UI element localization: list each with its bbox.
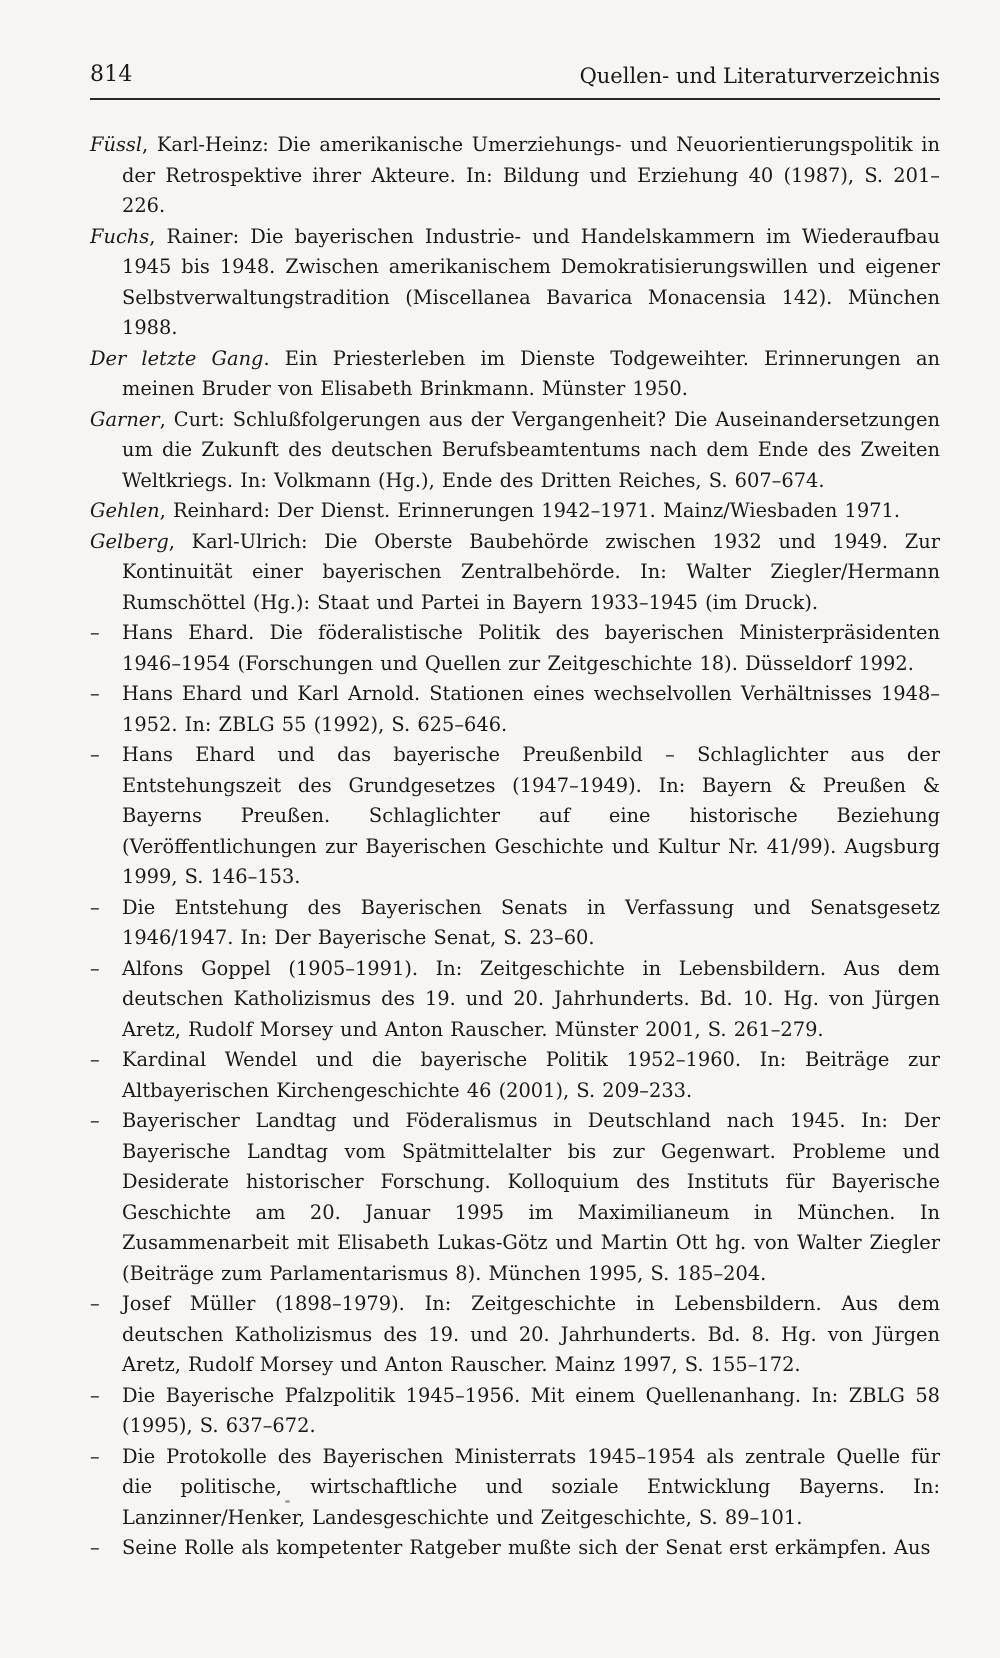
page-header [90,58,940,100]
dash-marker: – [90,1292,100,1315]
bibliography-list [90,130,940,1564]
entry-author: Füssl [90,133,143,156]
paper-speck [285,1500,290,1503]
entry-text: , Curt: Schlußfolgerungen aus der Vergangenheit? Die Auseinandersetzungen um die Zukunft des deutschen Berufsbeamtentums nach dem Ende des Zweiten Weltkriegs. In: Volkmann (Hg.), Ende des Dritten Reiches, S. 607–674. [122,407,940,492]
entry-text: Seine Rolle als kompetenter Ratgeber mußte sich der Senat erst erkämpfen. Aus [122,1536,931,1559]
entry-author: Fuchs [90,224,150,248]
entry-text: Kardinal Wendel und die bayerische Politik 1952–1960. In: Beiträge zur Altbayerischen Kirchengeschichte 46 (2001), S. 209–233. [122,1048,940,1102]
dash-marker: – [90,1109,100,1132]
bibliography-continuation [90,1533,940,1564]
entry-text: Hans Ehard und das bayerische Preußenbild – Schlaglichter aus der Entstehungszeit des Grundgesetzes (1947–1949). In: Bayern & Preußen & Bayerns Preußen. Schlaglichter auf eine historische Beziehung (Veröffentlichungen zur Bayerischen Geschichte und Kultur Nr. 41/99). Augsburg 1999, S. 146–153. [122,743,940,888]
dash-marker: – [90,1536,100,1559]
page-number: 814 [90,62,133,87]
entry-text: Alfons Goppel (1905–1991). In: Zeitgeschichte in Lebensbildern. Aus dem deutschen Katholizismus des 19. und 20. Jahrhunderts. Bd. 10. Hg. von Jürgen Aretz, Rudolf Morsey und Anton Rauscher. Münster 2001, S. 261–279. [122,956,940,1041]
bibliography-continuation [90,1106,940,1289]
bibliography-continuation [90,618,940,679]
dash-marker: – [90,1444,100,1468]
entry-text: Hans Ehard und Karl Arnold. Stationen eines wechselvollen Verhältnisses 1948–1952. In: ZBLG 55 (1992), S. 625–646. [122,682,940,736]
bibliography-continuation [90,679,940,740]
bibliography-continuation [90,1381,940,1442]
bibliography-entry [90,344,940,405]
bibliography-continuation [90,1442,940,1534]
entry-text: Die Entstehung des Bayerischen Senats in Verfassung und Senatsgesetz 1946/1947. In: Der Bayerische Senat, S. 23–60. [122,895,940,949]
dash-marker: – [90,956,100,980]
entry-text: . Ein Priesterleben im Dienste Todgeweihter. Erinnerungen an meinen Bruder von Elisabeth Brinkmann. Münster 1950. [122,346,940,400]
bibliography-continuation [90,740,940,893]
entry-text: , Karl-Heinz: Die amerikanische Umerziehungs- und Neuorientierungspolitik in der Retrospektive ihrer Akteure. In: Bildung und Erziehung 40 (1987), S. 201–226. [122,133,940,217]
dash-marker: – [90,682,100,705]
dash-marker: – [90,1048,100,1071]
entry-text: Die Protokolle des Bayerischen Ministerrats 1945–1954 als zentrale Quelle für die politische, wirtschaftliche und soziale Entwicklung Bayerns. In: Lanzinner/Henker, Landesgeschichte und Zeitgeschichte, S. 89–101. [122,1444,940,1529]
bibliography-entry [90,222,940,344]
bibliography-entry [90,496,940,527]
bibliography-entry [90,527,940,619]
running-head: Quellen- und Literaturverzeichnis [579,64,940,88]
entry-text: , Karl-Ulrich: Die Oberste Baubehörde zwischen 1932 und 1949. Zur Kontinuität einer bayerischen Zentralbehörde. In: Walter Ziegler/Hermann Rumschöttel (Hg.): Staat und Partei in Bayern 1933–1945 (im Druck). [122,529,940,614]
bibliography-continuation [90,954,940,1046]
entry-author: Gelberg [90,529,169,553]
dash-marker: – [90,743,100,766]
bibliography-continuation [90,893,940,954]
entry-text: Bayerischer Landtag und Föderalismus in Deutschland nach 1945. In: Der Bayerische Landtag vom Spätmittelalter bis zur Gegenwart. Probleme und Desiderate historischer Forschung. Kolloquium des Instituts für Bayerische Geschichte am 20. Januar 1995 im Maximilianeum in München. In Zusammenarbeit mit Elisabeth Lukas-Götz und Martin Ott hg. von Walter Ziegler (Beiträge zum Parlamentarismus 8). München 1995, S. 185–204. [122,1109,940,1285]
entry-author: Garner [90,407,160,431]
entry-text: , Reinhard: Der Dienst. Erinnerungen 1942–1971. Mainz/Wiesbaden 1971. [159,499,901,522]
bibliography-entry [90,405,940,497]
dash-marker: – [90,895,100,919]
entry-text: Hans Ehard. Die föderalistische Politik des bayerischen Ministerpräsidenten 1946–1954 (Forschungen und Quellen zur Zeitgeschichte 18). Düsseldorf 1992. [122,621,940,675]
bibliography-continuation [90,1289,940,1381]
dash-marker: – [90,1383,100,1407]
entry-text: , Rainer: Die bayerischen Industrie- und Handelskammern im Wiederaufbau 1945 bis 1948. Zwischen amerikanischem Demokratisierungswillen und eigener Selbstverwaltungstradition (Miscellanea Bavarica Monacensia 142). München 1988. [122,224,940,339]
entry-text: Josef Müller (1898–1979). In: Zeitgeschichte in Lebensbildern. Aus dem deutschen Katholizismus des 19. und 20. Jahrhunderts. Bd. 8. Hg. von Jürgen Aretz, Rudolf Morsey und Anton Rauscher. Mainz 1997, S. 155–172. [122,1292,940,1376]
dash-marker: – [90,621,100,644]
entry-author: Der letzte Gang [90,346,264,370]
bibliography-continuation [90,1045,940,1106]
entry-text: Die Bayerische Pfalzpolitik 1945–1956. Mit einem Quellenanhang. In: ZBLG 58 (1995), S. 637–672. [122,1383,940,1437]
bibliography-entry [90,130,940,222]
entry-author: Gehlen [90,499,160,522]
